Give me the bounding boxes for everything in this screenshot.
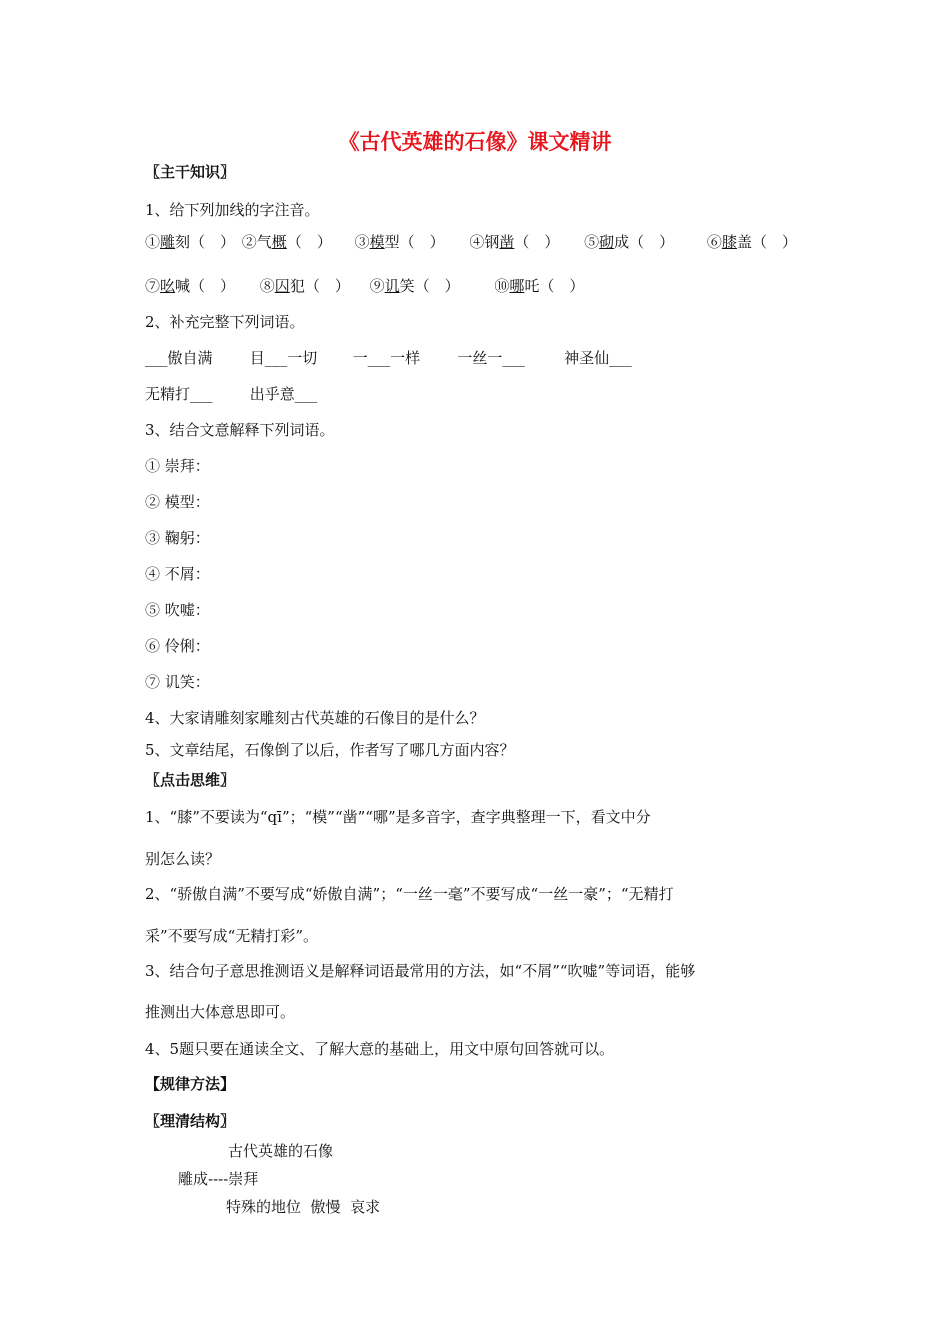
document-title: 《古代英雄的石像》课文精讲 [338,130,612,154]
thinking-note-3-line-1: 3、结合句子意思推测语义是解释词语最常用的方法，如“不屑”“吹嘘”等词语，能够 [145,962,696,980]
pinyin-item: ⑩哪吒（ ） [494,277,585,295]
pinyin-row-1 [145,232,797,252]
fill-word: 神圣仙___ [564,349,632,367]
fill-word-row-2 [145,384,317,404]
definition-item: ① 崇拜： [145,457,210,475]
question-3: 3、结合文意解释下列词语。 [145,421,335,439]
thinking-note-3-line-2: 推测出大体意思即可。 [145,1003,296,1021]
question-1: 1、给下列加线的字注音。 [145,201,320,219]
thinking-note-2-line-1: 2、“骄傲自满”不要写成“娇傲自满”；“一丝一毫”不要写成“一丝一豪”；“无精打 [145,885,674,903]
section-header-main-knowledge: 〖主干知识〗 [145,163,236,181]
fill-word: ___傲自满 [145,349,213,367]
pinyin-item: ③模型（ ） [354,233,445,251]
definition-item: ② 模型： [145,493,210,511]
pinyin-item: ⑧囚犯（ ） [259,277,350,295]
fill-word: 一___一样 [352,349,421,367]
structure-title: 古代英雄的石像 [228,1142,334,1160]
pinyin-row-2 [145,276,584,296]
pinyin-item: ④钢凿（ ） [469,233,560,251]
fill-word: 无精打___ [145,385,213,403]
pinyin-item: ①雕刻（ ） [145,233,236,251]
definition-item: ③ 鞠躬： [145,529,210,547]
structure-line-2: 特殊的地位 傲慢 哀求 [226,1198,381,1216]
definition-item: ⑤ 吹嘘： [145,601,210,619]
pinyin-item: ⑨讥笑（ ） [369,277,460,295]
thinking-note-2-line-2: 采”不要写成“无精打彩”。 [145,927,319,945]
section-header-thinking: 〖点击思维〗 [145,771,236,789]
pinyin-item: ⑥膝盖（ ） [706,233,797,251]
definition-item: ⑦ 讥笑： [145,673,210,691]
definition-item: ④ 不屑： [145,565,210,583]
question-2: 2、补充完整下列词语。 [145,313,305,331]
thinking-note-4: 4、5题只要在通读全文、了解大意的基础上，用文中原句回答就可以。 [145,1040,615,1058]
section-header-structure: 〖理清结构〗 [145,1112,236,1130]
structure-line-1: 雕成----崇拜 [178,1170,259,1188]
fill-word-row-1 [145,348,632,368]
pinyin-item: ⑤砌成（ ） [584,233,675,251]
fill-word: 出乎意___ [249,385,318,403]
definition-item: ⑥ 伶俐： [145,637,210,655]
question-5: 5、文章结尾，石像倒了以后，作者写了哪几方面内容？ [145,741,515,759]
section-header-methods: 【规律方法】 [145,1075,236,1093]
fill-word: 一丝一___ [457,349,525,367]
pinyin-item: ⑦吆喊（ ） [145,277,236,295]
question-4: 4、大家请雕刻家雕刻古代英雄的石像目的是什么？ [145,709,485,727]
thinking-note-1-line-2: 别怎么读？ [145,850,221,868]
pinyin-item: ②气概（ ） [241,233,332,251]
thinking-note-1-line-1: 1、“膝”不要读为“qī”；“模”“凿”“哪”是多音字，查字典整理一下，看文中分 [145,808,651,826]
fill-word: 目___一切 [249,349,318,367]
